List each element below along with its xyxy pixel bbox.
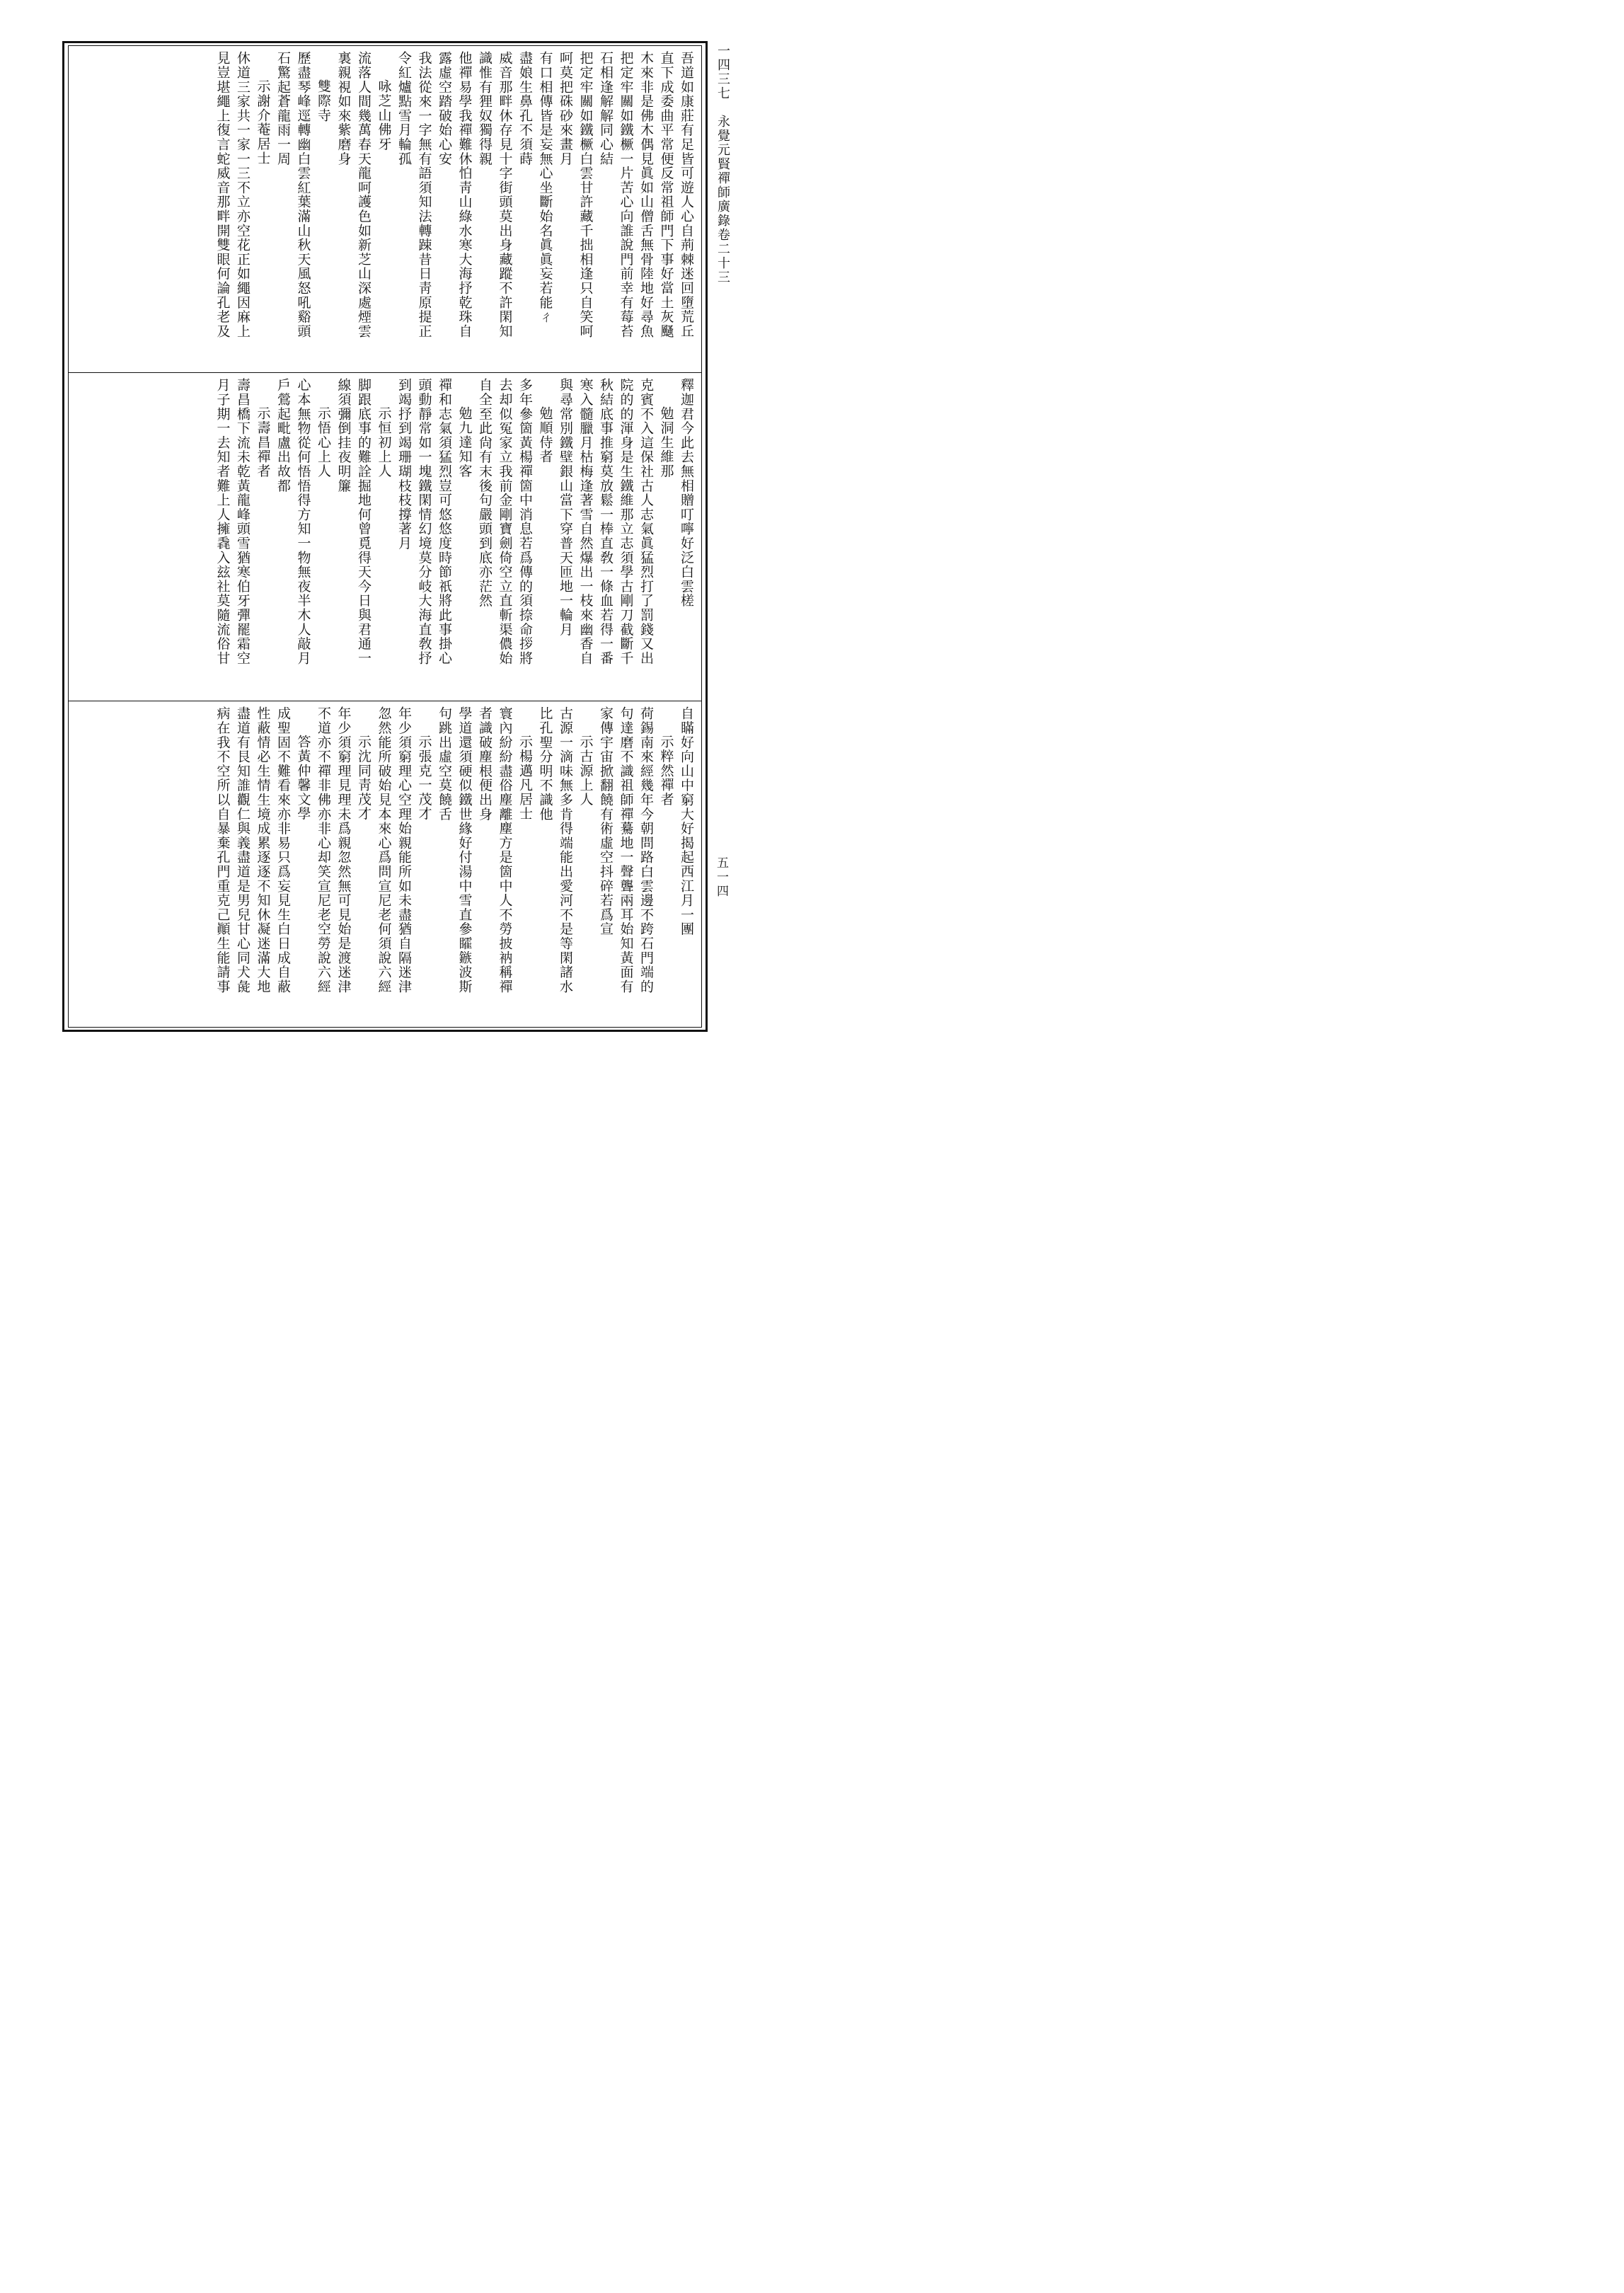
section-heading: 示沈同靑茂才	[356, 735, 372, 821]
text-line: 多年參箇黃楊禪箇中消息若爲傳的須捺命拶將	[517, 378, 533, 665]
register-divider-top	[68, 372, 702, 373]
text-line: 古源一滴味無多肯得端能出愛河不是等閑諸水	[558, 706, 573, 994]
text-line: 與尋常別鐵壁銀山當下穿普天匝地一輪月	[558, 378, 573, 637]
running-title: 一四三七 永覺元賢禪師廣錄卷二十三	[715, 44, 730, 285]
text-line: 寰內紛紛盡俗塵離塵方是箇中人不勞披衲稱禪	[497, 706, 513, 994]
text-line: 性蔽情必生情生境成累逐逐不知休凝迷滿大地	[255, 706, 271, 994]
text-line: 釋迦君今此去無相贈叮嚀好泛白雲槎	[679, 378, 694, 608]
text-line: 石相逢解解同心結	[598, 51, 614, 166]
text-line: 克賓不入這保社古人志氣眞猛烈打了罰錢又出	[638, 378, 654, 665]
text-line: 成聖固不難看來亦非易只爲妄見生白日成自蔽	[275, 706, 291, 994]
register-top	[74, 51, 696, 369]
section-heading: 勉洞生維那	[658, 406, 674, 478]
text-line: 盡道有艮知誰觀仁與義盡道是男兒甘心同犬彘	[235, 706, 250, 994]
text-line: 荷錫南來經幾年今朝問路白雲邊不跨石門端的	[638, 706, 654, 994]
text-line: 自全至此尙有末後句嚴頭到底亦茫然	[477, 378, 493, 608]
section-heading: 示悟心上人	[316, 406, 331, 478]
text-line: 病在我不空所以自暴棄孔門重克己顚生能請事	[214, 706, 231, 994]
text-line: 者識破塵根便出身	[477, 706, 493, 822]
section-heading: 示壽昌禪者	[255, 406, 271, 478]
section-heading: 答黃仲馨文學	[295, 735, 311, 821]
section-heading: 咏芝山佛牙	[376, 79, 392, 151]
section-heading: 勉九達知客	[456, 406, 473, 478]
text-line: 我法從來一字無有語須知法轉踈昔日靑原提正	[416, 51, 432, 338]
text-line: 見豈堪繩上復言蛇威音那畔開雙眼何論孔老及	[214, 51, 231, 338]
section-heading: 示謝介菴居士	[255, 79, 271, 166]
text-line: 石驚起蒼龍雨一周	[275, 51, 291, 166]
text-line: 心本無物從何悟悟得方知一物無夜半木人敲月	[295, 378, 311, 665]
text-line: 盡娘生鼻孔不須蒔	[517, 51, 533, 166]
text-line: 到竭抒到竭珊瑚枝枝撐著月	[396, 378, 412, 551]
text-line: 學道還須硬似鐵世緣好付湯中雪直參矐鏃波斯	[456, 706, 473, 994]
text-line: 木來非是佛木偶見眞如山僧舌無骨陸地好尋魚	[638, 51, 654, 338]
text-line: 線須彌倒挂夜明簾	[335, 378, 352, 493]
text-line: 令紅爐點雪月輪孤	[396, 51, 412, 166]
text-line: 有口相傳皆是妄無心坐斷始名眞眞妄若能ㄔ	[537, 51, 553, 324]
text-line: 忽然能所破始見本來心爲問宣尼老何須說六經	[376, 706, 392, 994]
section-heading: 勉順侍者	[537, 406, 553, 464]
text-line: 識惟有狸奴獨得親	[477, 51, 493, 166]
text-line: 句達磨不識祖師禪驀地一聲聾兩耳始知黃面有	[618, 706, 634, 994]
text-line: 壽昌橋下流未乾黃龍峰頭雪猶寒伯牙彈罷霜空	[235, 378, 250, 665]
text-line: 頭動靜常如一塊鐵閑情幻境莫分岐大海直敎抒	[416, 378, 432, 665]
text-line: 年少須窮理見理未爲親忽然無可見始是渡迷津	[335, 706, 352, 994]
scripture-page	[0, 0, 785, 1110]
text-line: 自瞞好向山中窮大好揭起西江月一團	[679, 706, 694, 936]
section-heading: 示張克一茂才	[416, 735, 432, 821]
text-line: 休道三家共一家一三不立亦空花正如繩因麻上	[235, 51, 250, 338]
text-line: 吾道如康莊有足皆可遊人心自荊棘迷回墮荒丘	[679, 51, 694, 338]
text-line: 脚跟底事的難詮掘地何曾覓得天今日與君通一	[356, 378, 372, 665]
text-line: 裏親視如來紫磨身	[335, 51, 352, 166]
page-number: 五一四	[714, 856, 728, 899]
text-line: 禪和志氣須猛烈豈可悠悠度時節祇將此事掛心	[437, 378, 452, 665]
text-line: 歷盡琴峰逕轉幽白雲紅葉滿山秋天風怒吼谿頭	[295, 51, 311, 338]
text-line: 家傳宇宙掀翻饒有術虛空抖碎若爲宣	[598, 706, 614, 936]
text-line: 院的的渾身是生鐵維那立志須學古剛刀截斷千	[618, 378, 634, 665]
section-heading: 示恒初上人	[376, 406, 392, 478]
text-line: 去却似冤家立我前金剛寶劍倚空立直斬渠儂始	[497, 378, 513, 665]
section-heading: 示古源上人	[577, 735, 594, 807]
text-line: 年少須窮理心空理始親能所如未盡猶自隔迷津	[396, 706, 412, 994]
text-line: 寒入髓臘月枯梅逢著雪自然爆出一枝來幽香自	[577, 378, 594, 665]
text-line: 露虛空踏破始心安	[437, 51, 452, 166]
text-line: 月子期一去知者難上人擁毳入玆社莫隨流俗甘	[214, 378, 231, 665]
text-line: 把定牢關如鐵橛一片苦心向誰說門前幸有莓苔	[618, 51, 634, 338]
text-line: 戶鶯起毗盧出故都	[275, 378, 291, 493]
section-heading: 示粹然禪者	[658, 735, 674, 807]
text-line: 流落人間幾萬春天龍呵護色如新芝山深處煙雲	[356, 51, 372, 338]
section-heading: 雙際寺	[316, 79, 331, 122]
text-line: 他禪易學我禪難休怕靑山綠水寒大海抒乾珠自	[456, 51, 473, 338]
text-line: 句跳出虛空莫饒舌	[437, 706, 452, 822]
register-middle	[74, 378, 696, 698]
text-line: 直下成委曲平常便反常祖師門下事好當土灰颾	[658, 51, 674, 338]
text-line: 不道亦不禪非佛亦非心却笑宣尼老空勞說六經	[316, 706, 331, 994]
text-line: 比孔聖分明不識他	[537, 706, 553, 822]
text-line: 把定牢關如鐵橛白雲甘許藏千拙相逢只自笑呵	[577, 51, 594, 338]
text-line: 呵莫把硃砂來畫月	[558, 51, 573, 166]
text-line: 秋結底事推窮莫放鬆一棒直敎一條血若得一番	[598, 378, 614, 665]
register-bottom	[74, 706, 696, 1023]
section-heading: 示楊邁凡居士	[517, 735, 533, 821]
text-line: 威音那畔休存見十字街頭莫出身藏蹤不許閑知	[497, 51, 513, 338]
